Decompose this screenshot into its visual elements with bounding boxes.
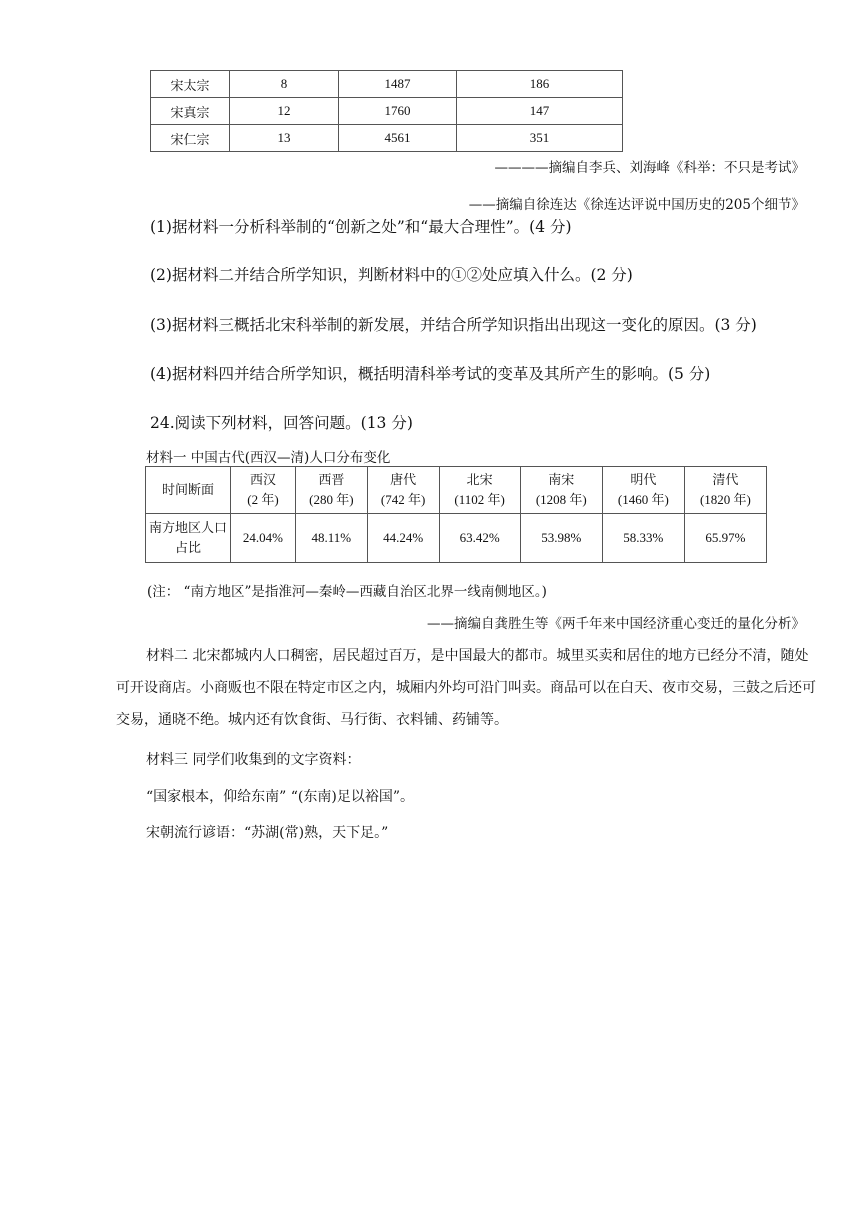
period-year: (1460 年) xyxy=(617,492,669,507)
material-2-paragraph xyxy=(116,640,816,736)
period-cell xyxy=(231,467,296,514)
table-cell: 4561 xyxy=(339,125,457,152)
question-2: (2)据材料二并结合所学知识，判断材料中的①②处应填入什么。(2 分) xyxy=(150,266,633,284)
period-year: (1102 年) xyxy=(454,492,505,507)
table-cell: 1760 xyxy=(339,98,457,125)
period-name: 北宋 xyxy=(466,472,493,487)
question-3: (3)据材料三概括北宋科举制的新发展，并结合所学知识指出出现这一变化的原因。(3 分) xyxy=(150,316,757,334)
material-1-title: 材料一 中国古代(西汉—清)人口分布变化 xyxy=(146,450,391,466)
question-4: (4)据材料四并结合所学知识，概括明清科举考试的变革及其所产生的影响。(5 分) xyxy=(150,365,711,383)
table-cell: 351 xyxy=(457,125,623,152)
period-cell xyxy=(439,467,520,514)
percent-cell: 44.24% xyxy=(367,514,439,563)
table-cell: 147 xyxy=(457,98,623,125)
table-note: (注： “南方地区”是指淮河—秦岭—西藏自治区北界一线南侧地区。) xyxy=(147,584,547,600)
period-name: 明代 xyxy=(630,472,657,487)
period-name: 清代 xyxy=(712,472,739,487)
period-cell xyxy=(684,467,766,514)
table-cell: 1487 xyxy=(339,71,457,98)
period-year: (1208 年) xyxy=(535,492,587,507)
material-3-line-2: 宋朝流行谚语：“苏湖(常)熟，天下足。” xyxy=(146,825,389,841)
percent-cell: 53.98% xyxy=(520,514,602,563)
table-cell: 8 xyxy=(230,71,339,98)
period-year: (1820 年) xyxy=(699,492,751,507)
percent-cell: 65.97% xyxy=(684,514,766,563)
table-cell: 宋真宗 xyxy=(151,98,230,125)
question-1: (1)据材料一分析科举制的“创新之处”和“最大合理性”。(4 分) xyxy=(150,218,572,236)
percent-cell: 58.33% xyxy=(602,514,684,563)
table-row xyxy=(151,71,623,98)
period-cell xyxy=(520,467,602,514)
period-year: (280 年) xyxy=(309,492,354,507)
material-3-line-1: “国家根本，仰给东南” “(东南)足以裕国”。 xyxy=(146,789,415,805)
table-cell: 宋太宗 xyxy=(151,71,230,98)
material-2-text: 材料二 北宋都城内人口稠密，居民超过百万，是中国最大的都市。城里买卖和居住的地方已经分不清，随处可开设商店。小商贩也不限在特定市区之内，城厢内外均可沿门叫卖。商品可以在白天、夜市交易，三鼓之后还可交易，通晓不绝。城内还有饮食街、马行街、衣料铺、药铺等。 xyxy=(116,648,816,728)
source-citation-1: ————摘编自李兵、刘海峰《科举：不只是考试》 xyxy=(494,160,805,176)
table-row xyxy=(151,98,623,125)
population-table xyxy=(145,466,767,563)
period-year: (2 年) xyxy=(247,492,279,507)
percent-cell: 48.11% xyxy=(295,514,367,563)
row-header: 时间断面 xyxy=(146,467,231,514)
material-3-title: 材料三 同学们收集到的文字资料： xyxy=(146,752,361,768)
table-row xyxy=(151,125,623,152)
source-citation-3: ——摘编自龚胜生等《两千年来中国经济重心变迁的量化分析》 xyxy=(427,616,805,632)
period-cell xyxy=(367,467,439,514)
song-emperor-table xyxy=(150,70,623,152)
source-citation-2: ——摘编自徐连达《徐连达评说中国历史的205个细节》 xyxy=(468,197,805,213)
row-header: 南方地区人口占比 xyxy=(146,514,231,563)
percent-cell: 63.42% xyxy=(439,514,520,563)
percent-cell: 24.04% xyxy=(231,514,296,563)
question-24-heading: 24.阅读下列材料，回答问题。(13 分) xyxy=(150,414,413,432)
period-year: (742 年) xyxy=(380,492,426,507)
table-cell: 13 xyxy=(230,125,339,152)
period-cell xyxy=(602,467,684,514)
table-cell: 12 xyxy=(230,98,339,125)
table-cell: 宋仁宗 xyxy=(151,125,230,152)
period-name: 西晋 xyxy=(318,472,345,487)
period-cell xyxy=(295,467,367,514)
table-row xyxy=(146,467,767,514)
period-name: 唐代 xyxy=(390,472,417,487)
table-row xyxy=(146,514,767,563)
period-name: 西汉 xyxy=(249,472,276,487)
table-cell: 186 xyxy=(457,71,623,98)
period-name: 南宋 xyxy=(548,472,575,487)
